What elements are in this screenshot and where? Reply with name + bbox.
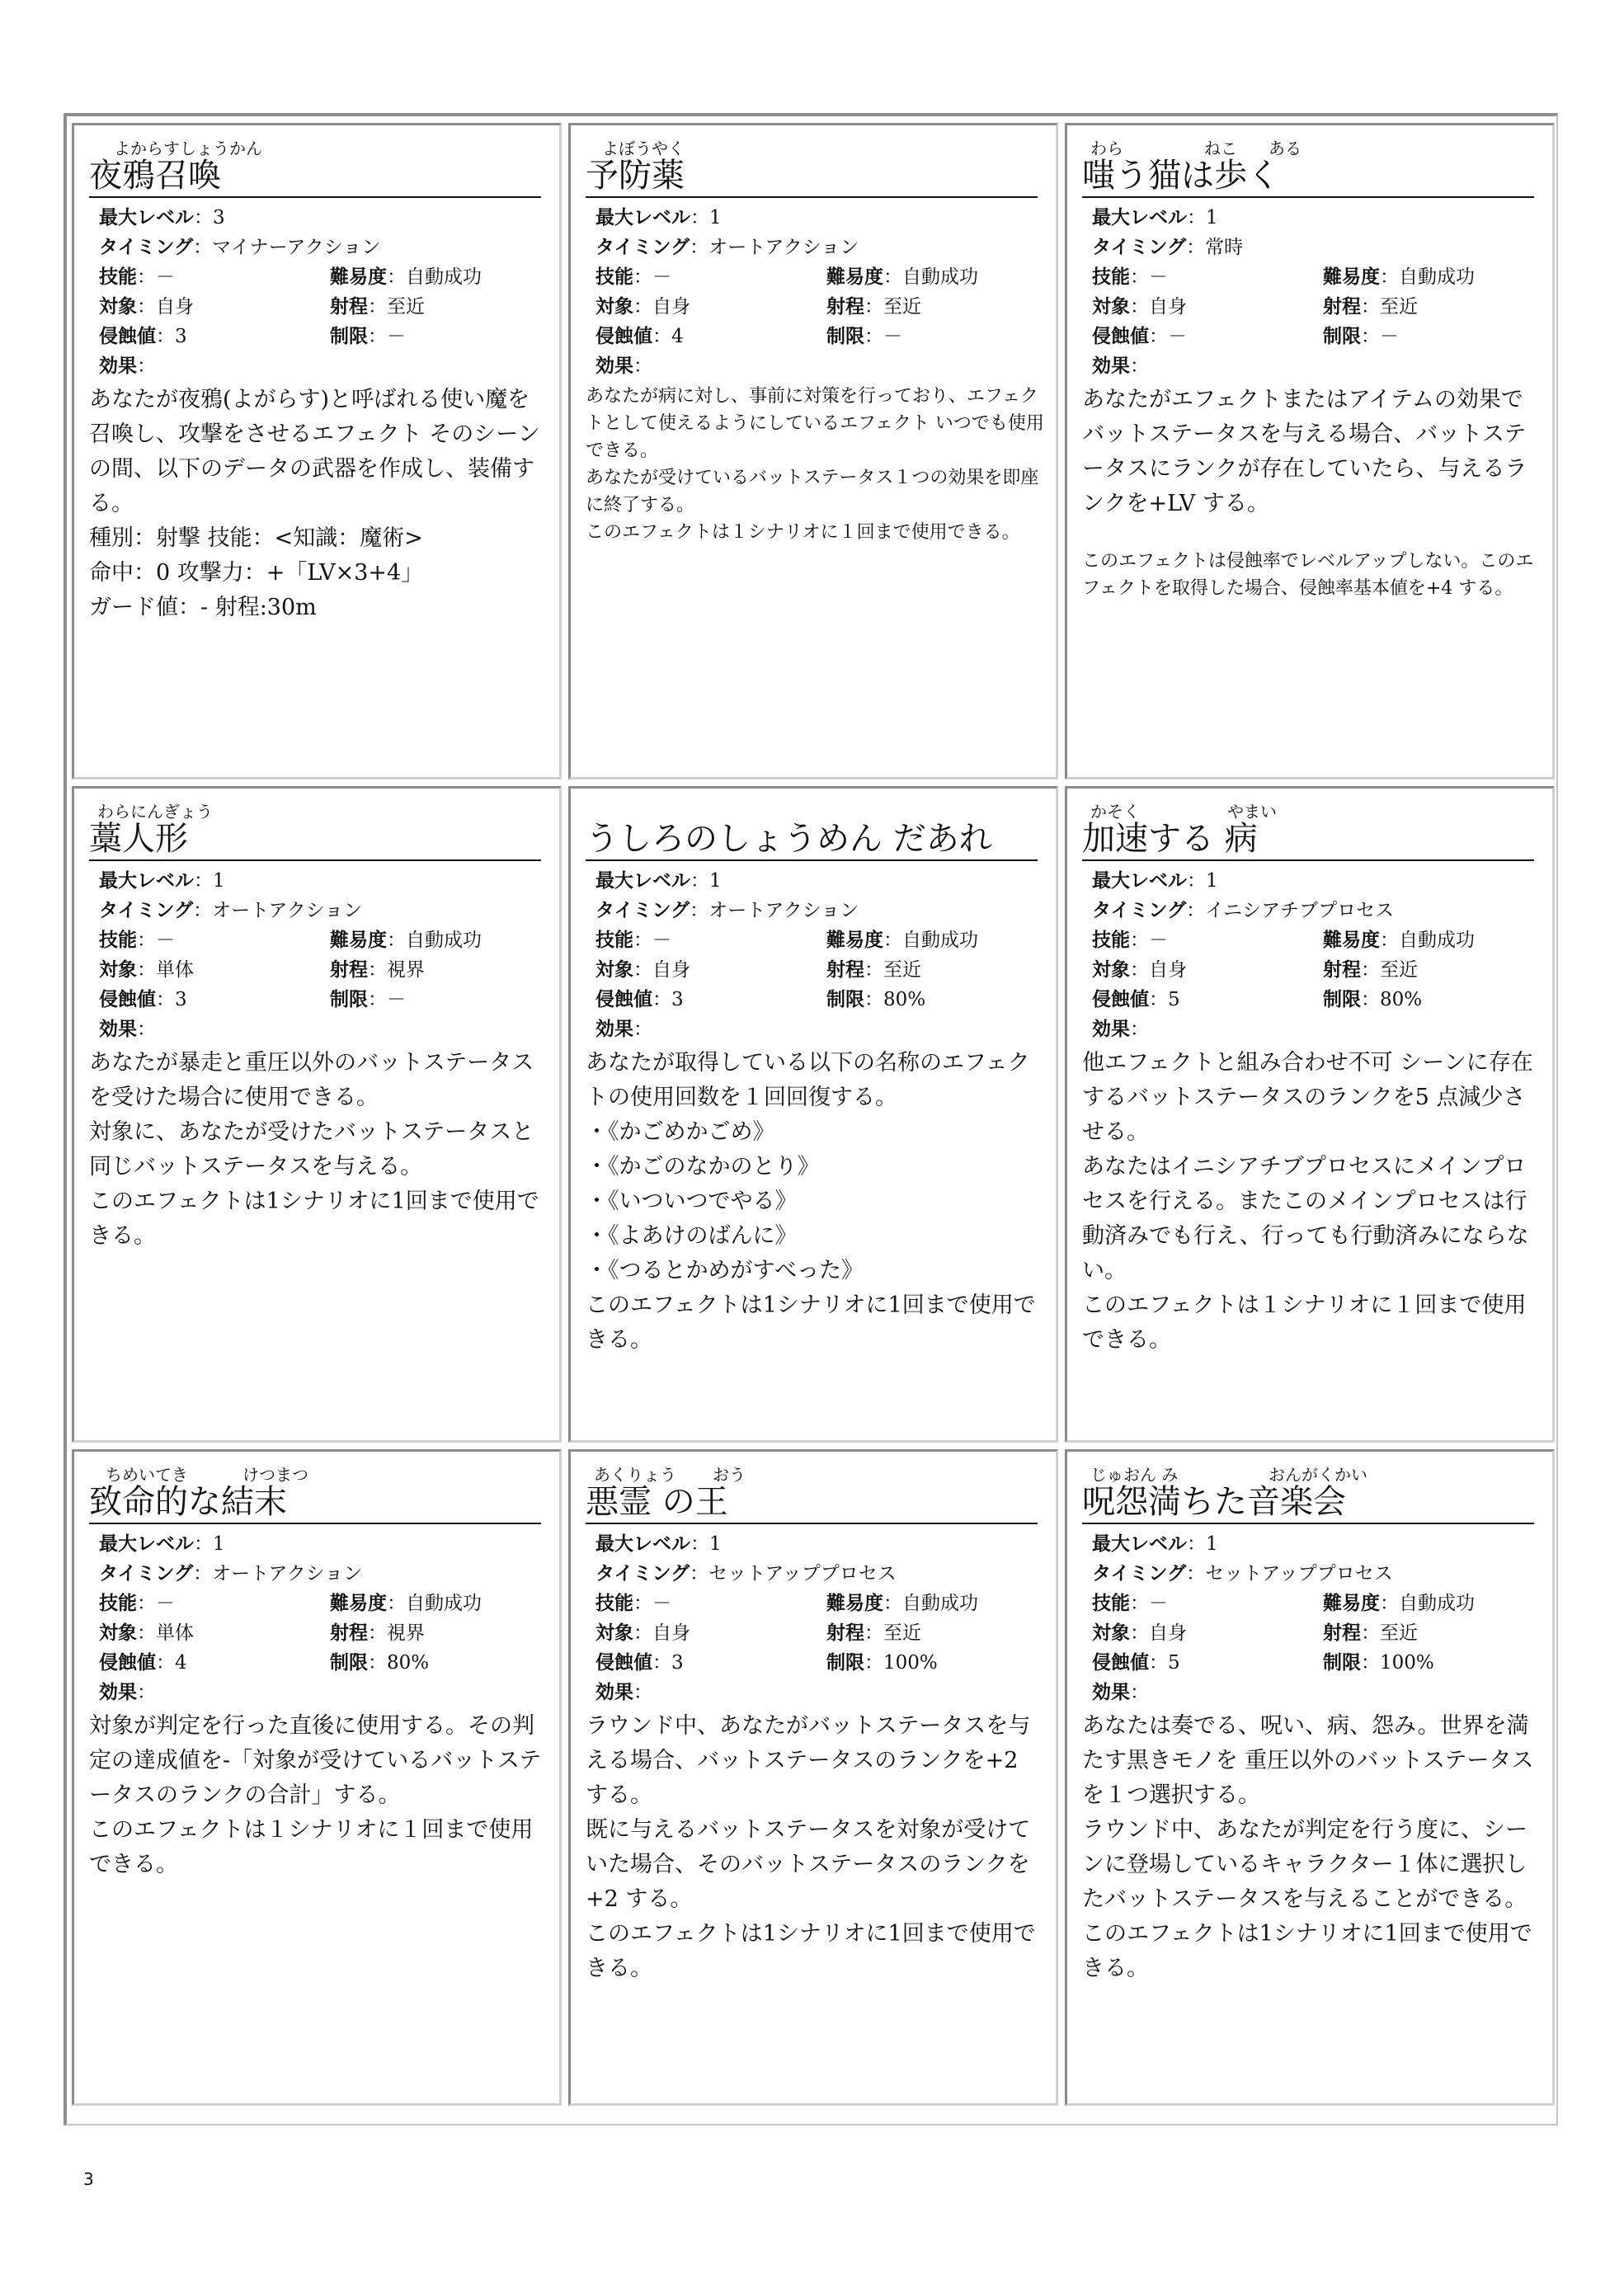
effect-label: 効果 [99,1682,137,1703]
ruby-reading [1082,132,1541,157]
effect-card: かそく やまい 加速する 病 最大レベル：1 タイミング：イニシアチブプロセス 技能：－ 難易度：自動成功 対象：自身 射程：至近 侵蝕値：5 制限：80% 効果： 他エフェクトと組み合わせ不可 シーンに存在するバットステータスのランクを5 点減少させる。 あなたはイニシアチブプロセスにメインプロセスを行える。またこのメインプロセスは行動済みでも行え、行っても行動済みにならない。 このエフェクトは１シナリオに１回まで使用できる。 [1065,786,1555,1443]
erosion-label: 侵蝕値 [1092,989,1149,1010]
effect-label: 効果 [1092,355,1130,377]
range-value: 至近 [1380,959,1418,981]
erosion-value: 5 [1168,1652,1180,1674]
target-value: 自身 [652,959,690,981]
page-number: 3 [83,2169,94,2189]
timing-value: 常時 [1205,237,1244,258]
effect-line: あなたが受けているバットステータス１つの効果を即座に終了する。 [586,468,1039,516]
skill-label: 技能 [595,1593,633,1614]
target-label: 対象 [99,296,137,318]
difficulty-value: 自動成功 [1399,930,1475,951]
erosion-label: 侵蝕値 [99,326,156,347]
range-label: 射程 [826,296,864,318]
effect-text [89,1709,548,1882]
target-label: 対象 [99,1622,137,1644]
timing-value: セットアッププロセス [1205,1563,1393,1584]
limit-value: 80% [883,989,926,1010]
max-level-value: 1 [709,1533,722,1555]
erosion-value: 5 [1168,989,1180,1010]
max-level-label: 最大レベル [595,870,690,892]
ruby-reading [586,795,1044,820]
target-value: 自身 [652,1622,690,1644]
skill-label: 技能 [1092,266,1130,288]
card-title: 藁人形 [89,820,541,861]
difficulty-label: 難易度 [1323,1593,1380,1614]
ruby-text: おんがくかい [1269,1465,1367,1485]
limit-label: 制限 [330,326,368,347]
ruby-text: わらにんぎょう [97,802,213,822]
difficulty-label: 難易度 [826,1593,883,1614]
target-label: 対象 [99,959,137,981]
erosion-value: 3 [175,989,187,1010]
target-label: 対象 [1092,959,1130,981]
ruby-reading [586,132,1044,157]
effect-card: わらにんぎょう 藁人形 最大レベル：1 タイミング：オートアクション 技能：－ 難易度：自動成功 対象：単体 射程：視界 侵蝕値：3 制限：－ 効果： あなたが暴走と重圧以外のバットステータスを受けた場合に使用できる。 対象に、あなたが受けたバットステータスと同じバットステータスを与える。 このエフェクトは1シナリオに1回まで使用できる。 [72,786,562,1443]
range-value: 至近 [387,296,425,318]
effect-line: ・《つるとかめがすべった》 [586,1258,864,1283]
ruby-text: ある [1269,139,1302,158]
limit-label: 制限 [1323,989,1361,1010]
card-title: 致命的な結末 [89,1483,541,1524]
skill-value: － [156,930,175,951]
effect-card: じゅおん み おんがくかい 呪怨満ちた音楽会 最大レベル：1 タイミング：セットアッププロセス 技能：－ 難易度：自動成功 対象：自身 射程：至近 侵蝕値：5 制限：100% 効果： あなたは奏でる、呪い、病、怨み。世界を満たす黒きモノを 重圧以外のバットステータスを１つ選択する。 ラウンド中、あなたが判定を行う度に、シーンに登場しているキャラクター１体に選択したバットステータスを与えることができる。 このエフェクトは1シナリオに1回まで使用できる。 [1065,1449,1555,2106]
difficulty-label: 難易度 [826,930,883,951]
difficulty-label: 難易度 [330,266,387,288]
effect-line: ・《かごのなかのとり》 [586,1154,820,1179]
card-title: 加速する 病 [1082,820,1534,861]
effect-text [1082,1046,1541,1358]
erosion-value: 4 [671,326,684,347]
timing-label: タイミング [99,237,194,258]
limit-label: 制限 [826,1652,864,1674]
effect-line: あなたがエフェクトまたはアイテムの効果でバットステータスを与える場合、バットステータスにランクが存在していたら、与えるランクを+LV する。 [1082,387,1528,516]
limit-value: 80% [387,1652,430,1674]
ruby-reading [1082,795,1541,820]
range-value: 視界 [387,1622,425,1644]
effect-label: 効果 [595,1682,633,1703]
effect-line: あなたは奏でる、呪い、病、怨み。世界を満たす黒きモノを 重圧以外のバットステータスを１つ選択する。 [1082,1713,1534,1808]
effect-line: このエフェクトは1シナリオに1回まで使用できる。 [586,1292,1036,1353]
range-label: 射程 [826,959,864,981]
difficulty-value: 自動成功 [406,930,482,951]
difficulty-value: 自動成功 [902,1593,978,1614]
timing-label: タイミング [595,900,690,921]
difficulty-label: 難易度 [1323,930,1380,951]
target-label: 対象 [595,296,633,318]
target-label: 対象 [1092,1622,1130,1644]
card-title: うしろのしょうめん だあれ [586,820,1038,861]
effect-line: このエフェクトは１シナリオに１回まで使用できる。 [89,1817,534,1877]
range-value: 至近 [1380,1622,1418,1644]
range-label: 射程 [1323,296,1361,318]
limit-value: 80% [1380,989,1423,1010]
limit-value: － [387,989,406,1010]
max-level-label: 最大レベル [1092,1533,1187,1555]
erosion-value: 4 [175,1652,187,1674]
target-label: 対象 [595,1622,633,1644]
range-label: 射程 [330,296,368,318]
ruby-text: けつまつ [242,1465,308,1485]
target-value: 単体 [156,959,194,981]
skill-value: － [652,266,671,288]
ruby-text: じゅおん み [1090,1465,1179,1485]
card-title: 予防薬 [586,157,1038,198]
difficulty-value: 自動成功 [1399,266,1475,288]
limit-value: 100% [1380,1652,1434,1674]
effect-label: 効果 [1092,1682,1130,1703]
effect-line: ガード値：- 射程:30m [89,595,317,620]
timing-value: オートアクション [212,900,363,921]
limit-label: 制限 [1323,1652,1361,1674]
ruby-reading [1082,1458,1541,1483]
effect-line: ・《いついつでやる》 [586,1189,798,1214]
difficulty-label: 難易度 [826,266,883,288]
skill-label: 技能 [595,266,633,288]
max-level-label: 最大レベル [99,870,194,892]
effect-text [1082,1709,1541,1986]
timing-value: イニシアチブプロセス [1205,900,1395,921]
range-value: 至近 [883,959,921,981]
skill-label: 技能 [595,930,633,951]
limit-label: 制限 [1323,326,1361,347]
erosion-value: － [1168,326,1187,347]
ruby-text: ねこ [1204,139,1237,158]
range-value: 至近 [1380,296,1418,318]
limit-label: 制限 [826,989,864,1010]
skill-label: 技能 [99,266,137,288]
max-level-label: 最大レベル [1092,207,1187,228]
max-level-label: 最大レベル [595,207,690,228]
difficulty-value: 自動成功 [902,266,978,288]
max-level-value: 1 [709,207,722,228]
effect-line: このエフェクトは1シナリオに1回まで使用できる。 [89,1189,539,1249]
effect-card: よからすしょうかん 夜鴉召喚 最大レベル：3 タイミング：マイナーアクション 技能：－ 難易度：自動成功 対象：自身 射程：至近 侵蝕値：3 制限：－ 効果： あなたが夜鴉(よがらす)と呼ばれる使い魔を召喚し、攻撃をさせるエフェクト そのシーンの間、以下のデータの武器を作成し、装備する。 種別：射撃 技能：<知識：魔術> 命中：0 攻撃力：+「LV×3+4」 ガード値：- 射程:30m [72,123,562,779]
skill-value: － [1149,930,1168,951]
erosion-value: 3 [671,989,684,1010]
target-value: 単体 [156,1622,194,1644]
range-label: 射程 [826,1622,864,1644]
effect-line: あなたが夜鴉(よがらす)と呼ばれる使い魔を召喚し、攻撃をさせるエフェクト そのシーンの間、以下のデータの武器を作成し、装備する。 [89,387,540,516]
target-value: 自身 [156,296,194,318]
effect-text [89,1046,548,1254]
effect-label: 効果 [99,1019,137,1040]
effect-label: 効果 [99,355,137,377]
limit-label: 制限 [330,1652,368,1674]
effect-note: このエフェクトは侵蝕率でレベルアップしない。このエフェクトを取得した場合、侵蝕率基本値を+4 する。 [1082,551,1534,599]
effect-line: 他エフェクトと組み合わせ不可 シーンに存在するバットステータスのランクを5 点減少させる。 [1082,1050,1533,1145]
difficulty-value: 自動成功 [406,1593,482,1614]
max-level-label: 最大レベル [1092,870,1187,892]
skill-value: － [1149,266,1168,288]
effect-text [89,383,548,625]
range-label: 射程 [1323,959,1361,981]
effect-line: あなたが取得している以下の名称のエフェクトの使用回数を１回回復する。 [586,1050,1030,1110]
effect-line: 対象が判定を行った直後に使用する。その判定の達成値を-「対象が受けているバットステータスのランクの合計」する。 [89,1713,542,1808]
skill-value: － [156,266,175,288]
range-value: 至近 [883,296,921,318]
effect-line: このエフェクトは1シナリオに1回まで使用できる。 [586,1921,1036,1981]
max-level-label: 最大レベル [99,207,194,228]
erosion-value: 3 [175,326,187,347]
max-level-value: 1 [1206,870,1218,892]
timing-value: オートアクション [708,900,859,921]
skill-label: 技能 [1092,1593,1130,1614]
erosion-label: 侵蝕値 [595,1652,652,1674]
timing-value: マイナーアクション [212,237,381,258]
ruby-text: あくりょう [594,1465,676,1485]
erosion-label: 侵蝕値 [99,989,156,1010]
range-label: 射程 [1323,1622,1361,1644]
effect-card: よぼうやく 予防薬 最大レベル：1 タイミング：オートアクション 技能：－ 難易度：自動成功 対象：自身 射程：至近 侵蝕値：4 制限：－ 効果： あなたが病に対し、事前に対策を行っており、エフェクトとして使えるようにしているエフェクト いつでも使用できる。 あなたが受けているバットステータス１つの効果を即座に終了する。 このエフェクトは１シナリオに１回まで使用できる。 [568,123,1058,779]
difficulty-label: 難易度 [1323,266,1380,288]
target-label: 対象 [595,959,633,981]
card-title: 嗤う猫は歩く [1082,157,1534,198]
erosion-label: 侵蝕値 [595,326,652,347]
timing-value: セットアッププロセス [708,1563,897,1584]
erosion-label: 侵蝕値 [1092,326,1149,347]
timing-label: タイミング [99,900,194,921]
timing-label: タイミング [1092,900,1187,921]
max-level-label: 最大レベル [99,1533,194,1555]
card-title: 夜鴉召喚 [89,157,541,198]
skill-label: 技能 [99,930,137,951]
timing-label: タイミング [595,1563,690,1584]
skill-value: － [1149,1593,1168,1614]
card-title: 悪霊 の王 [586,1483,1038,1524]
target-value: 自身 [1149,296,1187,318]
effect-line: このエフェクトは1シナリオに1回まで使用できる。 [1082,1921,1532,1981]
effect-text [1082,383,1541,521]
effect-line: ラウンド中、あなたが判定を行う度に、シーンに登場しているキャラクター１体に選択したバットステータスを与えることができる。 [1082,1817,1528,1912]
target-value: 自身 [652,296,690,318]
limit-value: － [1380,326,1399,347]
max-level-value: 1 [1206,1533,1218,1555]
ruby-reading [89,795,548,820]
effect-card: あくりょう おう 悪霊 の王 最大レベル：1 タイミング：セットアッププロセス 技能：－ 難易度：自動成功 対象：自身 射程：至近 侵蝕値：3 制限：100% 効果： ラウンド中、あなたがバットステータスを与える場合、バットステータスのランクを+2 する。 既に与えるバットステータスを対象が受けていた場合、そのバットステータスのランクを+2 する。 このエフェクトは1シナリオに1回まで使用できる。 [568,1449,1058,2106]
effect-label: 効果 [595,355,633,377]
difficulty-label: 難易度 [330,930,387,951]
target-value: 自身 [1149,959,1187,981]
skill-label: 技能 [1092,930,1130,951]
difficulty-value: 自動成功 [1399,1593,1475,1614]
erosion-value: 3 [671,1652,684,1674]
ruby-reading [586,1458,1044,1483]
range-value: 視界 [387,959,425,981]
max-level-value: 1 [213,1533,225,1555]
effect-card: ちめいてき けつまつ 致命的な結末 最大レベル：1 タイミング：オートアクション 技能：－ 難易度：自動成功 対象：単体 射程：視界 侵蝕値：4 制限：80% 効果： 対象が判定を行った直後に使用する。その判定の達成値を-「対象が受けているバットステータスのランクの合計」する。 このエフェクトは１シナリオに１回まで使用できる。 [72,1449,562,2106]
timing-label: タイミング [1092,237,1187,258]
effect-line: ・《よあけのばんに》 [586,1223,798,1249]
ruby-reading [89,132,548,157]
skill-value: － [652,930,671,951]
ruby-text: かそく [1090,802,1140,822]
limit-value: 100% [883,1652,938,1674]
card-title: 呪怨満ちた音楽会 [1082,1483,1534,1524]
effect-card: うしろのしょうめん だあれ 最大レベル：1 タイミング：オートアクション 技能：－ 難易度：自動成功 対象：自身 射程：至近 侵蝕値：3 制限：80% 効果： あなたが取得している以下の名称のエフェクトの使用回数を１回回復する。 ・《かごめかごめ》 ・《かごのなかのとり》 ・《いついつでやる》 ・《よあけのばんに》 ・《つるとかめがすべった》 このエフェクトは1シナリオに1回まで使用できる。 [568,786,1058,1443]
ruby-text: わら [1090,139,1123,158]
ruby-reading [89,1458,548,1483]
range-value: 至近 [883,1622,921,1644]
max-level-value: 1 [1206,207,1218,228]
timing-label: タイミング [1092,1563,1187,1584]
max-level-value: 1 [213,870,225,892]
effect-note-block [1082,548,1541,602]
limit-label: 制限 [826,326,864,347]
effect-text [586,1046,1044,1358]
limit-value: － [387,326,406,347]
target-value: 自身 [1149,1622,1187,1644]
timing-value: オートアクション [708,237,859,258]
card-sheet [64,113,1558,2126]
max-level-value: 3 [213,207,225,228]
max-level-label: 最大レベル [595,1533,690,1555]
erosion-label: 侵蝕値 [99,1652,156,1674]
skill-value: － [156,1593,175,1614]
effect-line: このエフェクトは１シナリオに１回まで使用できる。 [586,522,1020,543]
target-label: 対象 [1092,296,1130,318]
range-label: 射程 [330,959,368,981]
effect-line: あなたが病に対し、事前に対策を行っており、エフェクトとして使えるようにしているエフェクト いつでも使用できる。 [586,386,1044,461]
effect-text [586,1709,1044,1986]
effect-line: 種別：射撃 技能：<知識：魔術> [89,525,423,551]
skill-label: 技能 [99,1593,137,1614]
effect-line: ラウンド中、あなたがバットステータスを与える場合、バットステータスのランクを+2 する。 [586,1713,1031,1808]
effect-line: あなたが暴走と重圧以外のバットステータスを受けた場合に使用できる。 [89,1050,534,1110]
ruby-text: よぼうやく [602,139,685,158]
timing-value: オートアクション [212,1563,363,1584]
max-level-value: 1 [709,870,722,892]
range-label: 射程 [330,1622,368,1644]
ruby-text: よからすしょうかん [114,139,262,158]
limit-label: 制限 [330,989,368,1010]
effect-text [586,383,1044,546]
limit-value: － [883,326,902,347]
ruby-text: ちめいてき [106,1465,188,1485]
erosion-label: 侵蝕値 [595,989,652,1010]
difficulty-label: 難易度 [330,1593,387,1614]
ruby-text: やまい [1227,802,1277,822]
timing-label: タイミング [595,237,690,258]
difficulty-value: 自動成功 [406,266,482,288]
effect-label: 効果 [1092,1019,1130,1040]
effect-line: 既に与えるバットステータスを対象が受けていた場合、そのバットステータスのランクを+2 する。 [586,1817,1031,1912]
skill-value: － [652,1593,671,1614]
effect-label: 効果 [595,1019,633,1040]
effect-card: わら ねこ ある 嗤う猫は歩く 最大レベル：1 タイミング：常時 技能：－ 難易度：自動成功 対象：自身 射程：至近 侵蝕値：－ 制限：－ 効果： あなたがエフェクトまたはアイテムの効果でバットステータスを与える場合、バットステータスにランクが存在していたら、与えるランクを+LV する。 このエフェクトは侵蝕率でレベルアップしない。このエフェクトを取得した場合、侵蝕率基本値を+4 する。 [1065,123,1555,779]
timing-label: タイミング [99,1563,194,1584]
effect-line: このエフェクトは１シナリオに１回まで使用できる。 [1082,1292,1527,1353]
erosion-label: 侵蝕値 [1092,1652,1149,1674]
difficulty-value: 自動成功 [902,930,978,951]
effect-line: 対象に、あなたが受けたバットステータスと同じバットステータスを与える。 [89,1119,534,1179]
effect-line: あなたはイニシアチブプロセスにメインプロセスを行える。またこのメインプロセスは行動済みでも行え、行っても行動済みにならない。 [1082,1154,1529,1283]
ruby-text: おう [713,1465,746,1485]
effect-line: ・《かごめかごめ》 [586,1119,775,1145]
effect-line: 命中：0 攻撃力：+「LV×3+4」 [89,560,424,586]
